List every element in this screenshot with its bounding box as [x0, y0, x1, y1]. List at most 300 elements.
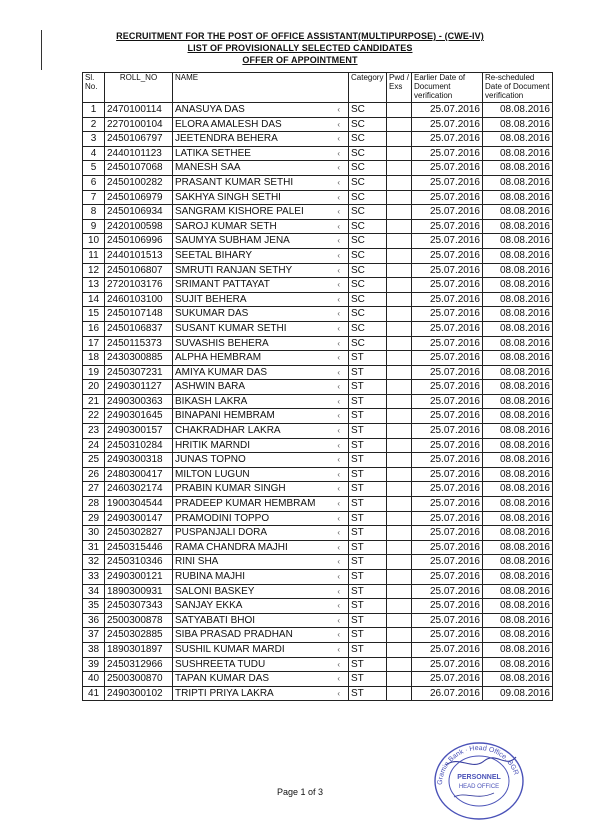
cell-sl: 33 — [83, 570, 105, 585]
cell-category: ST — [349, 584, 387, 599]
table-row — [83, 394, 553, 409]
check-tick-icon: ‹ — [337, 353, 340, 363]
cell-rescheduled-date: 08.08.2016 — [483, 497, 553, 512]
table-row — [83, 248, 553, 263]
check-tick-icon: ‹ — [337, 323, 340, 333]
cell-category: ST — [349, 482, 387, 497]
cell-rescheduled-date: 08.08.2016 — [483, 424, 553, 439]
cell-name: PRABIN KUMAR SINGH ‹ — [173, 482, 349, 497]
cell-sl: 26 — [83, 467, 105, 482]
cell-earlier-date: 25.07.2016 — [412, 555, 483, 570]
cell-rescheduled-date: 08.08.2016 — [483, 482, 553, 497]
cell-earlier-date: 25.07.2016 — [412, 409, 483, 424]
cell-roll-no: 2440101123 — [105, 146, 173, 161]
cell-earlier-date: 25.07.2016 — [412, 467, 483, 482]
cell-name: SRIMANT PATTAYAT ‹ — [173, 278, 349, 293]
cell-category: SC — [349, 336, 387, 351]
cell-rescheduled-date: 08.08.2016 — [483, 103, 553, 118]
table-row — [83, 278, 553, 293]
cell-category: ST — [349, 351, 387, 366]
table-row — [83, 599, 553, 614]
cell-earlier-date: 25.07.2016 — [412, 117, 483, 132]
cell-name: SAROJ KUMAR SETH ‹ — [173, 219, 349, 234]
table-header-row — [83, 73, 553, 103]
cell-sl: 22 — [83, 409, 105, 424]
check-tick-icon: ‹ — [337, 367, 340, 377]
cell-sl: 18 — [83, 351, 105, 366]
cell-name: TAPAN KUMAR DAS ‹ — [173, 672, 349, 687]
cell-roll-no: 2450307343 — [105, 599, 173, 614]
cell-roll-no: 2450107068 — [105, 161, 173, 176]
cell-rescheduled-date: 08.08.2016 — [483, 657, 553, 672]
cell-pwd-exs — [387, 351, 412, 366]
cell-rescheduled-date: 08.08.2016 — [483, 175, 553, 190]
cell-pwd-exs — [387, 292, 412, 307]
cell-name: SAKHYA SINGH SETHI ‹ — [173, 190, 349, 205]
cell-pwd-exs — [387, 467, 412, 482]
table-row — [83, 438, 553, 453]
cell-earlier-date: 26.07.2016 — [412, 686, 483, 701]
cell-pwd-exs — [387, 307, 412, 322]
cell-rescheduled-date: 08.08.2016 — [483, 613, 553, 628]
cell-earlier-date: 25.07.2016 — [412, 482, 483, 497]
cell-rescheduled-date: 08.08.2016 — [483, 467, 553, 482]
cell-name: LATIKA SETHEE ‹ — [173, 146, 349, 161]
check-tick-icon: ‹ — [337, 163, 340, 173]
check-tick-icon: ‹ — [337, 134, 340, 144]
cell-rescheduled-date: 08.08.2016 — [483, 205, 553, 220]
cell-category: ST — [349, 555, 387, 570]
cell-roll-no: 2450107148 — [105, 307, 173, 322]
cell-name: SUVASHIS BEHERA ‹ — [173, 336, 349, 351]
cell-pwd-exs — [387, 526, 412, 541]
cell-category: SC — [349, 117, 387, 132]
cell-earlier-date: 25.07.2016 — [412, 103, 483, 118]
cell-sl: 31 — [83, 540, 105, 555]
cell-name: SUSHREETA TUDU ‹ — [173, 657, 349, 672]
cell-sl: 8 — [83, 205, 105, 220]
check-tick-icon: ‹ — [337, 440, 340, 450]
cell-rescheduled-date: 08.08.2016 — [483, 161, 553, 176]
cell-pwd-exs — [387, 497, 412, 512]
check-tick-icon: ‹ — [337, 148, 340, 158]
table-body — [83, 103, 553, 701]
document-header — [0, 30, 600, 66]
cell-earlier-date: 25.07.2016 — [412, 321, 483, 336]
table-row — [83, 511, 553, 526]
cell-category: ST — [349, 380, 387, 395]
cell-sl: 20 — [83, 380, 105, 395]
table-row — [83, 132, 553, 147]
cell-roll-no: 2450302827 — [105, 526, 173, 541]
cell-earlier-date: 25.07.2016 — [412, 307, 483, 322]
cell-sl: 2 — [83, 117, 105, 132]
cell-pwd-exs — [387, 248, 412, 263]
cell-earlier-date: 25.07.2016 — [412, 351, 483, 366]
cell-rescheduled-date: 08.08.2016 — [483, 351, 553, 366]
cell-sl: 39 — [83, 657, 105, 672]
cell-earlier-date: 25.07.2016 — [412, 161, 483, 176]
cell-sl: 15 — [83, 307, 105, 322]
cell-roll-no: 2720103176 — [105, 278, 173, 293]
cell-earlier-date: 25.07.2016 — [412, 642, 483, 657]
cell-pwd-exs — [387, 278, 412, 293]
cell-name: SALONI BASKEY ‹ — [173, 584, 349, 599]
cell-pwd-exs — [387, 146, 412, 161]
cell-name: CHAKRADHAR LAKRA ‹ — [173, 424, 349, 439]
cell-category: ST — [349, 511, 387, 526]
cell-earlier-date: 25.07.2016 — [412, 263, 483, 278]
table-row — [83, 205, 553, 220]
cell-earlier-date: 25.07.2016 — [412, 380, 483, 395]
cell-pwd-exs — [387, 599, 412, 614]
cell-category: ST — [349, 453, 387, 468]
cell-name: AMIYA KUMAR DAS ‹ — [173, 365, 349, 380]
col-header-rescheduled-date: Re-scheduled Date of Document verification — [483, 73, 553, 103]
cell-earlier-date: 25.07.2016 — [412, 248, 483, 263]
cell-earlier-date: 25.07.2016 — [412, 146, 483, 161]
cell-sl: 21 — [83, 394, 105, 409]
cell-pwd-exs — [387, 263, 412, 278]
cell-category: ST — [349, 613, 387, 628]
table-row — [83, 365, 553, 380]
cell-name: HRITIK MARNDI ‹ — [173, 438, 349, 453]
cell-roll-no: 2450307231 — [105, 365, 173, 380]
check-tick-icon: ‹ — [337, 207, 340, 217]
cell-rescheduled-date: 08.08.2016 — [483, 380, 553, 395]
cell-pwd-exs — [387, 555, 412, 570]
cell-roll-no: 2450115373 — [105, 336, 173, 351]
cell-sl: 35 — [83, 599, 105, 614]
cell-rescheduled-date: 08.08.2016 — [483, 642, 553, 657]
cell-rescheduled-date: 08.08.2016 — [483, 307, 553, 322]
table-row — [83, 497, 553, 512]
cell-roll-no: 1890301897 — [105, 642, 173, 657]
office-seal-stamp — [424, 735, 534, 823]
cell-pwd-exs — [387, 103, 412, 118]
table-row — [83, 190, 553, 205]
table-row — [83, 263, 553, 278]
cell-roll-no: 2480300417 — [105, 467, 173, 482]
cell-sl: 12 — [83, 263, 105, 278]
cell-category: ST — [349, 365, 387, 380]
cell-category: SC — [349, 263, 387, 278]
cell-sl: 4 — [83, 146, 105, 161]
cell-roll-no: 2490300121 — [105, 570, 173, 585]
check-tick-icon: ‹ — [337, 309, 340, 319]
cell-rescheduled-date: 08.08.2016 — [483, 570, 553, 585]
table-row — [83, 672, 553, 687]
cell-category: SC — [349, 132, 387, 147]
cell-name: PRASANT KUMAR SETHI ‹ — [173, 175, 349, 190]
cell-category: SC — [349, 292, 387, 307]
cell-category: SC — [349, 307, 387, 322]
cell-category: SC — [349, 248, 387, 263]
cell-earlier-date: 25.07.2016 — [412, 526, 483, 541]
cell-sl: 34 — [83, 584, 105, 599]
cell-earlier-date: 25.07.2016 — [412, 540, 483, 555]
cell-pwd-exs — [387, 686, 412, 701]
table-row — [83, 321, 553, 336]
cell-sl: 37 — [83, 628, 105, 643]
cell-sl: 19 — [83, 365, 105, 380]
cell-pwd-exs — [387, 642, 412, 657]
cell-category: ST — [349, 497, 387, 512]
cell-sl: 25 — [83, 453, 105, 468]
cell-pwd-exs — [387, 453, 412, 468]
cell-sl: 40 — [83, 672, 105, 687]
table-row — [83, 424, 553, 439]
cell-earlier-date: 25.07.2016 — [412, 175, 483, 190]
cell-category: ST — [349, 599, 387, 614]
cell-name: RUBINA MAJHI ‹ — [173, 570, 349, 585]
cell-category: ST — [349, 394, 387, 409]
cell-rescheduled-date: 08.08.2016 — [483, 584, 553, 599]
cell-roll-no: 2450312966 — [105, 657, 173, 672]
cell-name: PRAMODINI TOPPO ‹ — [173, 511, 349, 526]
cell-earlier-date: 25.07.2016 — [412, 219, 483, 234]
check-tick-icon: ‹ — [337, 644, 340, 654]
cell-roll-no: 2450310346 — [105, 555, 173, 570]
check-tick-icon: ‹ — [337, 294, 340, 304]
table-row — [83, 628, 553, 643]
cell-roll-no: 1900304544 — [105, 497, 173, 512]
check-tick-icon: ‹ — [337, 674, 340, 684]
cell-earlier-date: 25.07.2016 — [412, 336, 483, 351]
col-header-category: Category — [349, 73, 387, 103]
cell-pwd-exs — [387, 219, 412, 234]
cell-roll-no: 2270100104 — [105, 117, 173, 132]
col-header-roll: ROLL_NO — [105, 73, 173, 103]
cell-name: SIBA PRASAD PRADHAN ‹ — [173, 628, 349, 643]
cell-rescheduled-date: 08.08.2016 — [483, 132, 553, 147]
cell-pwd-exs — [387, 161, 412, 176]
page-number: Page 1 of 3 — [276, 787, 324, 797]
cell-rescheduled-date: 08.08.2016 — [483, 628, 553, 643]
cell-name: MANESH SAA ‹ — [173, 161, 349, 176]
cell-roll-no: 2450100282 — [105, 175, 173, 190]
cell-name: PUSPANJALI DORA ‹ — [173, 526, 349, 541]
cell-earlier-date: 25.07.2016 — [412, 190, 483, 205]
check-tick-icon: ‹ — [337, 484, 340, 494]
cell-sl: 27 — [83, 482, 105, 497]
candidates-table — [82, 72, 553, 701]
svg-text:PERSONNEL: PERSONNEL — [457, 774, 501, 781]
cell-name: SEETAL BIHARY ‹ — [173, 248, 349, 263]
cell-roll-no: 2450315446 — [105, 540, 173, 555]
table-row — [83, 409, 553, 424]
cell-rescheduled-date: 08.08.2016 — [483, 278, 553, 293]
header-subtitle: LIST OF PROVISIONALLY SELECTED CANDIDATES — [187, 43, 413, 53]
cell-earlier-date: 25.07.2016 — [412, 628, 483, 643]
col-header-pwd: Pwd / Exs — [387, 73, 412, 103]
cell-roll-no: 2440101513 — [105, 248, 173, 263]
cell-rescheduled-date: 08.08.2016 — [483, 263, 553, 278]
cell-sl: 28 — [83, 497, 105, 512]
cell-earlier-date: 25.07.2016 — [412, 453, 483, 468]
cell-sl: 9 — [83, 219, 105, 234]
col-header-name: NAME — [173, 73, 349, 103]
cell-category: ST — [349, 438, 387, 453]
cell-category: SC — [349, 103, 387, 118]
check-tick-icon: ‹ — [337, 630, 340, 640]
check-tick-icon: ‹ — [337, 469, 340, 479]
cell-sl: 10 — [83, 234, 105, 249]
cell-roll-no: 2420100598 — [105, 219, 173, 234]
cell-pwd-exs — [387, 511, 412, 526]
cell-name: MILTON LUGUN ‹ — [173, 467, 349, 482]
cell-pwd-exs — [387, 570, 412, 585]
cell-pwd-exs — [387, 394, 412, 409]
cell-category: ST — [349, 642, 387, 657]
cell-name: BINAPANI HEMBRAM ‹ — [173, 409, 349, 424]
check-tick-icon: ‹ — [337, 396, 340, 406]
cell-category: SC — [349, 175, 387, 190]
cell-pwd-exs — [387, 657, 412, 672]
cell-rescheduled-date: 08.08.2016 — [483, 672, 553, 687]
cell-rescheduled-date: 08.08.2016 — [483, 526, 553, 541]
check-tick-icon: ‹ — [337, 382, 340, 392]
cell-name: SUJIT BEHERA ‹ — [173, 292, 349, 307]
cell-pwd-exs — [387, 321, 412, 336]
cell-earlier-date: 25.07.2016 — [412, 205, 483, 220]
cell-earlier-date: 25.07.2016 — [412, 613, 483, 628]
cell-roll-no: 2430300885 — [105, 351, 173, 366]
table-row — [83, 103, 553, 118]
cell-roll-no: 2490300363 — [105, 394, 173, 409]
cell-rescheduled-date: 08.08.2016 — [483, 336, 553, 351]
cell-roll-no: 2450106837 — [105, 321, 173, 336]
cell-rescheduled-date: 08.08.2016 — [483, 146, 553, 161]
cell-rescheduled-date: 08.08.2016 — [483, 409, 553, 424]
table-row — [83, 584, 553, 599]
cell-category: ST — [349, 467, 387, 482]
table-row — [83, 613, 553, 628]
cell-category: ST — [349, 409, 387, 424]
cell-sl: 17 — [83, 336, 105, 351]
cell-earlier-date: 25.07.2016 — [412, 672, 483, 687]
check-tick-icon: ‹ — [337, 615, 340, 625]
cell-category: SC — [349, 321, 387, 336]
cell-sl: 1 — [83, 103, 105, 118]
cell-roll-no: 2450106807 — [105, 263, 173, 278]
cell-rescheduled-date: 08.08.2016 — [483, 438, 553, 453]
cell-roll-no: 2490300318 — [105, 453, 173, 468]
cell-name: JEETENDRA BEHERA ‹ — [173, 132, 349, 147]
cell-earlier-date: 25.07.2016 — [412, 511, 483, 526]
cell-roll-no: 2490301127 — [105, 380, 173, 395]
check-tick-icon: ‹ — [337, 105, 340, 114]
cell-earlier-date: 25.07.2016 — [412, 599, 483, 614]
cell-rescheduled-date: 08.08.2016 — [483, 599, 553, 614]
table-row — [83, 540, 553, 555]
header-offer-title: OFFER OF APPOINTMENT — [242, 55, 358, 65]
cell-roll-no: 2450106797 — [105, 132, 173, 147]
cell-pwd-exs — [387, 540, 412, 555]
cell-pwd-exs — [387, 132, 412, 147]
cell-name: SATYABATI BHOI ‹ — [173, 613, 349, 628]
check-tick-icon: ‹ — [337, 280, 340, 290]
check-tick-icon: ‹ — [337, 119, 340, 129]
table-row — [83, 686, 553, 701]
cell-name: RAMA CHANDRA MAJHI ‹ — [173, 540, 349, 555]
cell-earlier-date: 25.07.2016 — [412, 424, 483, 439]
cell-category: ST — [349, 570, 387, 585]
cell-pwd-exs — [387, 336, 412, 351]
cell-category: ST — [349, 657, 387, 672]
cell-pwd-exs — [387, 482, 412, 497]
check-tick-icon: ‹ — [337, 455, 340, 465]
check-tick-icon: ‹ — [337, 426, 340, 436]
cell-name: JUNAS TOPNO ‹ — [173, 453, 349, 468]
cell-roll-no: 2470100114 — [105, 103, 173, 118]
cell-sl: 24 — [83, 438, 105, 453]
cell-earlier-date: 25.07.2016 — [412, 570, 483, 585]
cell-earlier-date: 25.07.2016 — [412, 394, 483, 409]
cell-name: SUSANT KUMAR SETHI ‹ — [173, 321, 349, 336]
cell-sl: 36 — [83, 613, 105, 628]
cell-rescheduled-date: 08.08.2016 — [483, 511, 553, 526]
check-tick-icon: ‹ — [337, 528, 340, 538]
cell-name: ASHWIN BARA ‹ — [173, 380, 349, 395]
cell-pwd-exs — [387, 365, 412, 380]
cell-earlier-date: 25.07.2016 — [412, 657, 483, 672]
cell-category: SC — [349, 146, 387, 161]
table-row — [83, 175, 553, 190]
cell-sl: 38 — [83, 642, 105, 657]
table-row — [83, 146, 553, 161]
table-row — [83, 467, 553, 482]
cell-roll-no: 2450106996 — [105, 234, 173, 249]
cell-pwd-exs — [387, 584, 412, 599]
cell-name: SAUMYA SUBHAM JENA ‹ — [173, 234, 349, 249]
cell-sl: 5 — [83, 161, 105, 176]
cell-category: ST — [349, 526, 387, 541]
cell-category: SC — [349, 190, 387, 205]
cell-rescheduled-date: 08.08.2016 — [483, 394, 553, 409]
cell-sl: 32 — [83, 555, 105, 570]
table-row — [83, 117, 553, 132]
cell-name: SMRUTI RANJAN SETHY ‹ — [173, 263, 349, 278]
check-tick-icon: ‹ — [337, 572, 340, 581]
cell-sl: 41 — [83, 686, 105, 701]
cell-name: ELORA AMALESH DAS ‹ — [173, 117, 349, 132]
cell-category: ST — [349, 628, 387, 643]
cell-pwd-exs — [387, 205, 412, 220]
table-row — [83, 234, 553, 249]
cell-sl: 6 — [83, 175, 105, 190]
cell-pwd-exs — [387, 117, 412, 132]
cell-earlier-date: 25.07.2016 — [412, 438, 483, 453]
cell-rescheduled-date: 08.08.2016 — [483, 292, 553, 307]
check-tick-icon: ‹ — [337, 265, 340, 275]
table-row — [83, 351, 553, 366]
cell-name: PRADEEP KUMAR HEMBRAM ‹ — [173, 497, 349, 512]
cell-earlier-date: 25.07.2016 — [412, 497, 483, 512]
cell-pwd-exs — [387, 628, 412, 643]
cell-earlier-date: 25.07.2016 — [412, 292, 483, 307]
table-row — [83, 161, 553, 176]
cell-earlier-date: 25.07.2016 — [412, 234, 483, 249]
svg-text:Gramin Bank · Head Office, BGR: Gramin Bank · Head Office, BGR — [436, 744, 520, 786]
svg-text:HEAD OFFICE: HEAD OFFICE — [458, 784, 500, 790]
cell-sl: 14 — [83, 292, 105, 307]
table-row — [83, 482, 553, 497]
cell-category: ST — [349, 686, 387, 701]
cell-pwd-exs — [387, 613, 412, 628]
cell-earlier-date: 25.07.2016 — [412, 584, 483, 599]
cell-roll-no: 1890300931 — [105, 584, 173, 599]
